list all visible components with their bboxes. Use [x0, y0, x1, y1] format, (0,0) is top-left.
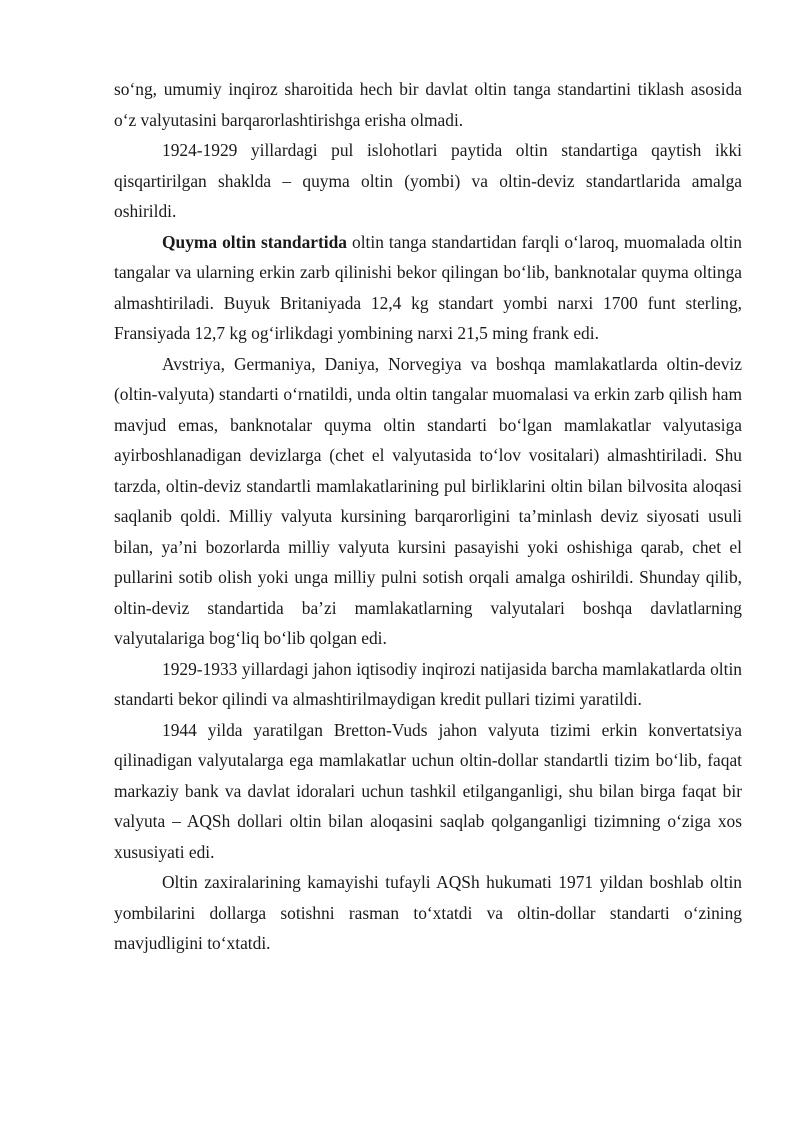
paragraph-3-text: oltin tanga standartidan farqli o‘laroq, muomalada oltin tangalar va ularning erkin zarb qilinishi bekor qilingan bo‘lib, banknotalar quyma oltinga almashtiriladi. Buyuk Britaniyada 12,4 kg standart yombi narxi 1700 funt sterling, Fransiyada 12,7 kg og‘irlikdagi yombining narxi 21,5 ming frank edi.: [114, 231, 742, 343]
paragraph-3-term: Quyma oltin standartida: [162, 231, 347, 252]
paragraph-6-text: 1944 yilda yaratilgan Bretton-Vuds jahon valyuta tizimi erkin konvertatsiya qilinadigan valyutalarga ega mamlakatlar uchun oltin-dollar standartli tizim bo‘lib, faqat markaziy bank va davlat idoralari uchun tashkil etilganganligi, shu bilan birga faqat bir valyuta – AQSh dollari oltin bilan aloqasini saqlab qolganganligi tizimning o‘ziga xos xususiyati edi.: [114, 719, 742, 862]
paragraph-1-text: so‘ng, umumiy inqiroz sharoitida hech bir davlat oltin tanga standartini tiklash asosida o‘z valyutasini barqarorlashtirishga erisha olmadi.: [114, 79, 742, 130]
paragraph-4-text: Avstriya, Germaniya, Daniya, Norvegiya va boshqa mamlakatlarda oltin-deviz (oltin-valyuta) standarti o‘rnatildi, unda oltin tangalar muomalasi va erkin zarb qilish ham mavjud emas, banknotalar quyma oltin standarti bo‘lgan mamlakatlar valyutasiga ayirboshlanadigan devizlarga (chet el valyutasida to‘lov vositalari) almashtiriladi. Shu tarzda, oltin-deviz standartli mamlakatlarining pul birliklarini oltin bilan bilvosita aloqasi saqlanib qoldi. Milliy valyuta kursining barqarorligini ta’minlash deviz siyosati usuli bilan, ya’ni bozorlarda milliy valyuta kursini pasayishi yoki oshishiga qarab, chet el pullarini sotib olish yoki unga milliy pulni sotish orqali amalga oshirildi. Shunday qilib, oltin-deviz standartida ba’zi mamlakatlarning valyutalari boshqa davlatlarning valyutalariga bog‘liq bo‘lib qolgan edi.: [114, 353, 742, 648]
paragraph-4: [114, 349, 742, 654]
paragraph-1: [114, 74, 742, 135]
paragraph-6: [114, 715, 742, 868]
paragraph-2-text: 1924-1929 yillardagi pul islohotlari paytida oltin standartiga qaytish ikki qisqartirilgan shaklda – quyma oltin (yombi) va oltin-deviz standartlarida amalga oshirildi.: [114, 140, 742, 221]
paragraph-5: [114, 654, 742, 715]
paragraph-7-text: Oltin zaxiralarining kamayishi tufayli AQSh hukumati 1971 yildan boshlab oltin yombilarini dollarga sotishni rasman to‘xtatdi va oltin-dollar standarti o‘zining mavjudligini to‘xtatdi.: [114, 872, 742, 953]
document-page: [114, 74, 742, 959]
paragraph-7: [114, 867, 742, 959]
paragraph-3: [114, 227, 742, 349]
paragraph-2: [114, 135, 742, 227]
paragraph-5-text: 1929-1933 yillardagi jahon iqtisodiy inqirozi natijasida barcha mamlakatlarda oltin standarti bekor qilindi va almashtirilmaydigan kredit pullari tizimi yaratildi.: [114, 658, 742, 709]
